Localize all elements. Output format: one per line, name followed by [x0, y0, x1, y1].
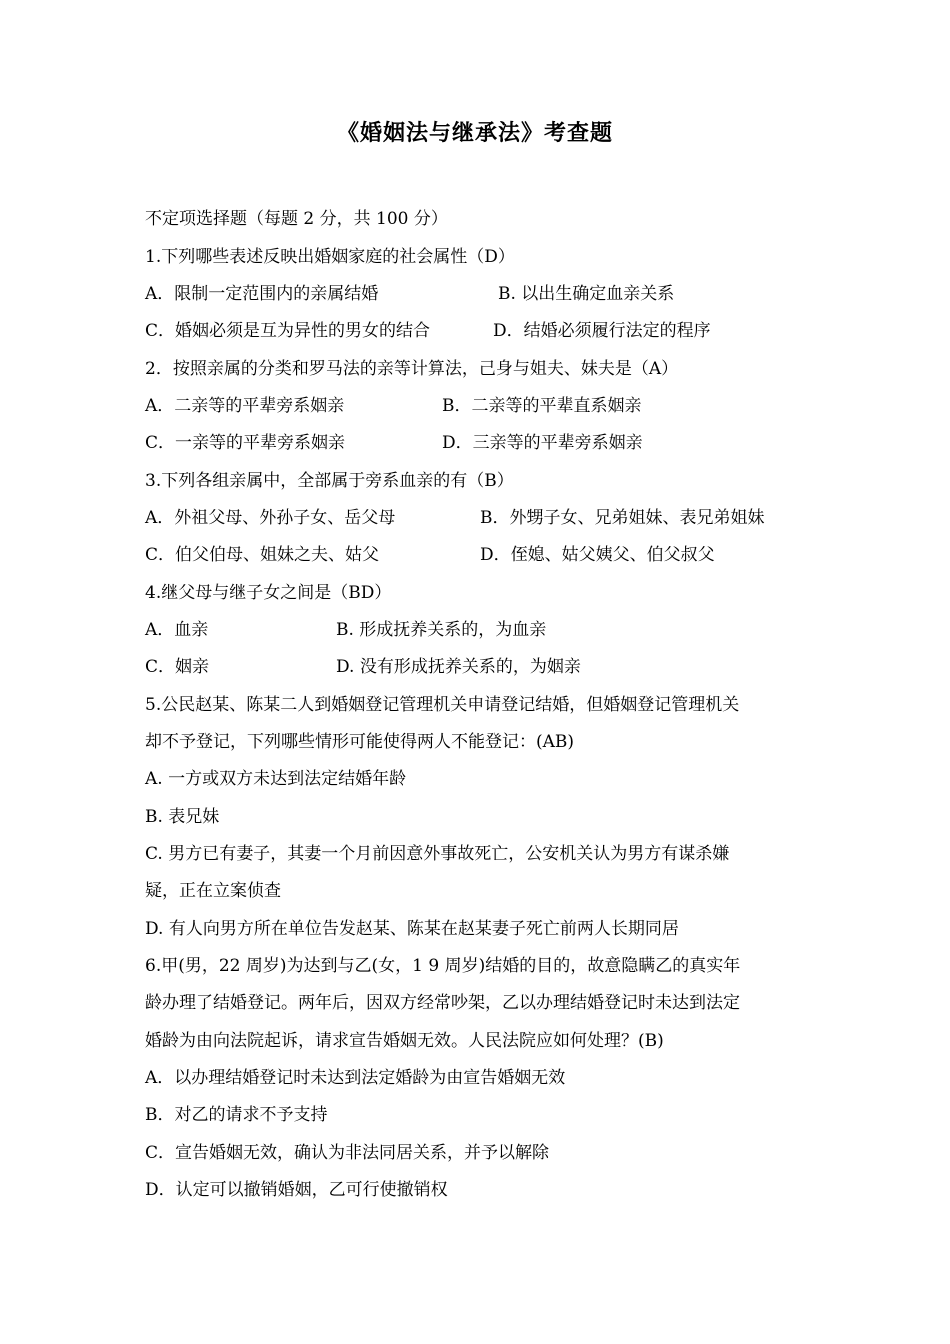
q3-stem: 3.下列各组亲属中，全部属于旁系血亲的有（B）: [145, 471, 514, 491]
q2-option-a: A．二亲等的平辈旁系姻亲: [145, 396, 345, 416]
q4-options-ab: [145, 618, 547, 642]
q2-option-d: D．三亲等的平辈旁系姻亲: [442, 433, 643, 453]
q6-option-b: B．对乙的请求不予支持: [145, 1105, 328, 1125]
q6-option-c: C．宣告婚姻无效，确认为非法同居关系，并予以解除: [145, 1143, 550, 1163]
q3-option-d: D．侄媳、姑父姨父、伯父叔父: [480, 545, 715, 565]
q1-stem: 1.下列哪些表述反映出婚姻家庭的社会属性（D）: [145, 247, 515, 267]
section-intro: 不定项选择题（每题 2 分，共 100 分）: [145, 209, 448, 229]
q6-stem-line-1: 6.甲(男，22 周岁)为达到与乙(女，1 9 周岁)结婚的目的，故意隐瞒乙的真实年: [145, 956, 741, 976]
q6-stem-line-2: 龄办理了结婚登记。两年后，因双方经常吵架，乙以办理结婚登记时未达到法定: [145, 993, 740, 1013]
q2-option-c: C．一亲等的平辈旁系姻亲: [145, 433, 346, 453]
page-title: 《婚姻法与继承法》考查题: [336, 121, 613, 146]
q2-stem: 2．按照亲属的分类和罗马法的亲等计算法，己身与姐夫、妹夫是（A）: [145, 359, 679, 379]
q3-options-cd: [145, 543, 715, 567]
q5-stem-line-1: 5.公民赵某、陈某二人到婚姻登记管理机关申请登记结婚，但婚姻登记管理机关: [145, 695, 740, 715]
q5-option-b: B. 表兄妹: [145, 807, 220, 827]
q4-option-a: A．血亲: [145, 620, 209, 640]
q2-options-cd: [145, 431, 643, 455]
q2-option-b: B．二亲等的平辈直系姻亲: [442, 396, 642, 416]
q4-options-cd: [145, 655, 581, 679]
q4-stem: 4.继父母与继子女之间是（BD）: [145, 583, 392, 603]
q4-option-d: D. 没有形成抚养关系的，为姻亲: [336, 657, 581, 677]
q1-option-c: C．婚姻必须是互为异性的男女的结合: [145, 321, 431, 341]
q1-options-ab: [145, 282, 675, 306]
q6-stem-line-3: 婚龄为由向法院起诉，请求宣告婚姻无效。人民法院应如何处理？(B): [145, 1031, 664, 1051]
q5-stem-line-2: 却不予登记，下列哪些情形可能使得两人不能登记：(AB): [145, 732, 575, 752]
q1-option-d: D．结婚必须履行法定的程序: [493, 321, 711, 341]
q1-option-b: B. 以出生确定血亲关系: [498, 284, 675, 304]
q6-option-d: D．认定可以撤销婚姻，乙可行使撤销权: [145, 1180, 448, 1200]
q5-option-d: D. 有人向男方所在单位告发赵某、陈某在赵某妻子死亡前两人长期同居: [145, 919, 679, 939]
q5-option-c-line-1: C. 男方已有妻子，其妻一个月前因意外事故死亡，公安机关认为男方有谋杀嫌: [145, 844, 730, 864]
q3-option-c: C．伯父伯母、姐妹之夫、姑父: [145, 545, 380, 565]
q6-option-a: A．以办理结婚登记时未达到法定婚龄为由宣告婚姻无效: [145, 1068, 566, 1088]
q3-option-a: A．外祖父母、外孙子女、岳父母: [145, 508, 396, 528]
q4-option-b: B. 形成抚养关系的，为血亲: [336, 620, 547, 640]
q3-option-b: B．外甥子女、兄弟姐妹、表兄弟姐妹: [480, 508, 765, 528]
q3-options-ab: [145, 506, 765, 530]
q1-options-cd: [145, 319, 711, 343]
q1-option-a: A．限制一定范围内的亲属结婚: [145, 284, 379, 304]
q5-option-a: A. 一方或双方未达到法定结婚年龄: [145, 769, 407, 789]
q5-option-c-line-2: 疑，正在立案侦查: [145, 881, 281, 901]
q4-option-c: C．姻亲: [145, 657, 210, 677]
q2-options-ab: [145, 394, 642, 418]
